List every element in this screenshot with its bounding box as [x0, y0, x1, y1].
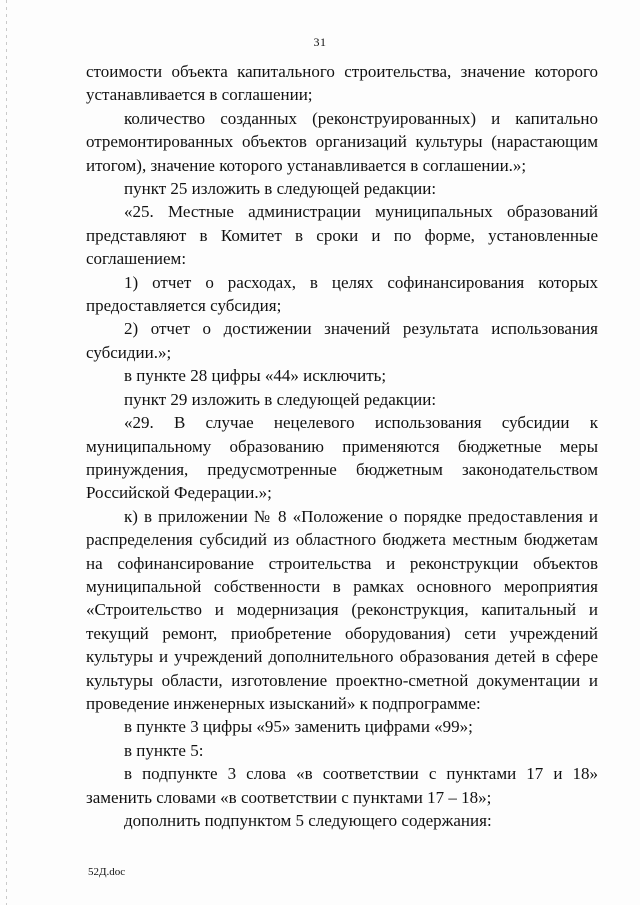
document-body [86, 60, 598, 832]
paragraph-5: 1) отчет о расходах, в целях софинансирования которых предоставляется субсидия; [86, 272, 598, 316]
file-name-footer: 52Д.doc [88, 866, 126, 878]
paragraph-10: к) в приложении № 8 «Положение о порядке предоставления и распределения субсидий из областного бюджета местным бюджетам на софинансирование строительства и реконструкции объектов муниципальной собственности в рамках основного мероприятия «Строительство и модернизация (реконструкция, капитальный и текущий ремонт, приобретение оборудования) сети учреждений культуры и учреждений дополнительного образования детей в сфере культуры области, изготовление проектно-сметной документации и проведение инженерных изысканий» к подпрограмме: [86, 506, 598, 713]
paragraph-12: в пункте 5: [124, 740, 204, 760]
paragraph-2: количество созданных (реконструированных) и капитально отремонтированных объектов организаций культуры (нарастающим итогом), значение которого устанавливается в соглашении.»; [86, 108, 598, 175]
paragraph-13: в подпункте 3 слова «в соответствии с пунктами 17 и 18» заменить словами «в соответствии с пунктами 17 – 18»; [86, 764, 598, 807]
paragraph-3: пункт 25 изложить в следующей редакции: [124, 179, 437, 199]
paragraph-9: «29. В случае нецелевого использования субсидии к муниципальному образованию применяются бюджетные меры принуждения, предусмотренные бюджетным законодательством Российской Федерации.»; [86, 413, 598, 503]
paragraph-6: 2) отчет о достижении значений результата использования субсидии.»; [86, 319, 598, 362]
paragraph-1: стоимости объекта капитального строительства, значение которого устанавливается в соглашении; [86, 62, 598, 105]
paragraph-11: в пункте 3 цифры «95» заменить цифрами «99»; [124, 717, 473, 737]
paragraph-4: «25. Местные администрации муниципальных образований представляют в Комитет в сроки и по форме, установленные соглашением: [86, 202, 598, 269]
scan-edge [6, 0, 7, 905]
page-number: 31 [313, 35, 327, 49]
paragraph-8: пункт 29 изложить в следующей редакции: [124, 389, 437, 409]
paragraph-7: в пункте 28 цифры «44» исключить; [124, 366, 387, 386]
paragraph-14: дополнить подпунктом 5 следующего содержания: [124, 811, 492, 830]
